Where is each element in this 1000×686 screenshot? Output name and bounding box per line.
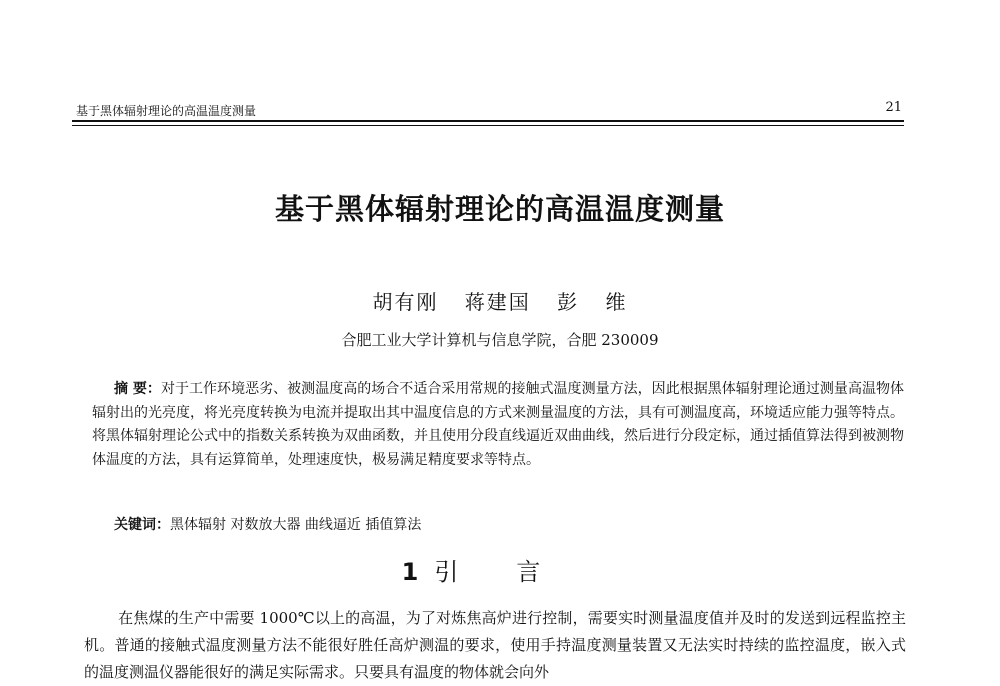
body-paragraph bbox=[84, 605, 906, 686]
author-list: 胡有刚 蒋建国 彭 维 bbox=[372, 290, 628, 314]
keywords-label: 关键词： bbox=[114, 517, 170, 533]
paper-title: 基于黑体辐射理论的高温温度测量 bbox=[274, 192, 725, 226]
body-paragraph-text: 在焦煤的生产中需要 1000℃以上的高温，为了对炼焦高炉进行控制，需要实时测量温度值并及时的发送到远程监控主机。普通的接触式温度测量方法不能很好胜任高炉测温的要求，使用手持温度测量装置又无法实时持续的监控温度，嵌入式的温度测温仪器能很好的满足实际需求。只要具有温度的物体就会向外 bbox=[84, 609, 906, 681]
running-title: 基于黑体辐射理论的高温温度测量 bbox=[76, 104, 257, 118]
keywords-text: 黑体辐射 对数放大器 曲线逼近 插值算法 bbox=[170, 517, 422, 533]
abstract bbox=[92, 378, 904, 472]
keywords bbox=[114, 514, 894, 534]
section-title: 引言 bbox=[434, 558, 599, 586]
section-heading bbox=[0, 552, 1000, 587]
section-number: 1 bbox=[401, 558, 421, 586]
header-rule-thick bbox=[72, 120, 904, 122]
author-affiliation: 合肥工业大学计算机与信息学院，合肥 230009 bbox=[341, 331, 659, 349]
page-number: 21 bbox=[885, 100, 902, 115]
abstract-label: 摘 要： bbox=[114, 381, 161, 397]
abstract-text: 对于工作环境恶劣、被测温度高的场合不适合采用常规的接触式温度测量方法，因此根据黑体辐射理论通过测量高温物体辐射出的光亮度，将光亮度转换为电流并提取出其中温度信息的方式来测量温度的方法，具有可测温度高，环境适应能力强等特点。将黑体辐射理论公式中的指数关系转换为双曲函数，并且使用分段直线逼近双曲曲线，然后进行分段定标，通过插值算法得到被测物体温度的方法，具有运算简单，处理速度快，极易满足精度要求等特点。 bbox=[92, 381, 905, 468]
header-rule-thin bbox=[72, 125, 904, 126]
running-header bbox=[76, 100, 902, 120]
